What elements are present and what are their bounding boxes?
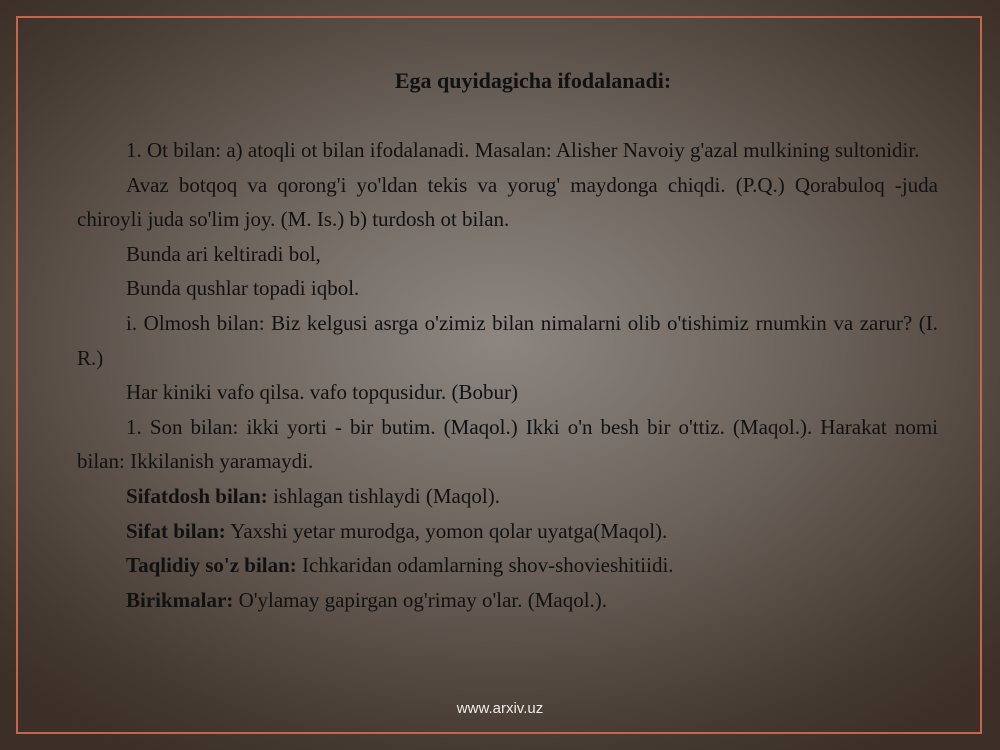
labeled-paragraph (77, 548, 938, 583)
verse-line: Bunda ari keltiradi bol, (126, 241, 321, 266)
paragraph: 1. Son bilan: ikki yorti - bir butim. (Maqol.) Ikki o'n besh bir o'ttiz. (Maqol.). Harakat nomi bilan: Ikkilanish yaramaydi. (77, 414, 938, 474)
paragraph-label: Sifatdosh bilan: (126, 483, 268, 508)
paragraph-text: Ichkaridan odamlarning shov-shovieshitiidi. (296, 553, 674, 578)
labeled-paragraph (77, 479, 938, 514)
paragraph: Har kiniki vafo qilsa. vafo topqusidur. (Bobur) (126, 380, 518, 405)
paragraph-label: Taqlidiy so'z bilan: (126, 553, 297, 578)
verse-line: Bunda qushlar topadi iqbol. (126, 276, 360, 301)
paragraph-label: Birikmalar: (126, 587, 234, 612)
paragraph: i. Olmosh bilan: Biz kelgusi asrga o'zimiz bilan nimalarni olib o'tishimiz rnumkin va zarur? (I. R.) (77, 310, 938, 370)
slide-title: Ega quyidagicha ifodalanadi: (394, 68, 672, 93)
labeled-paragraph (77, 514, 938, 549)
footer-link[interactable]: www.arxiv.uz (456, 700, 544, 717)
slide-body (77, 133, 938, 617)
paragraph-text: Yaxshi yetar murodga, yomon qolar uyatga(Maqol). (225, 518, 668, 543)
paragraph: Avaz botqoq va qorong'i yo'ldan tekis va yorug' maydonga chiqdi. (P.Q.) Qorabuloq -juda chiroyli juda so'lim joy. (M. Is.) b) turdosh ot bilan. (77, 172, 938, 232)
paragraph-label: Sifat bilan: (126, 518, 226, 543)
paragraph: 1. Ot bilan: a) atoqli ot bilan ifodalanadi. Masalan: Alisher Navoiy g'azal mulkining sultonidir. (126, 138, 920, 162)
paragraph-text: ishlagan tishlaydi (Maqol). (267, 483, 500, 508)
labeled-paragraph (77, 583, 938, 618)
paragraph-text: O'ylamay gapirgan og'rimay o'lar. (Maqol.). (233, 587, 608, 612)
